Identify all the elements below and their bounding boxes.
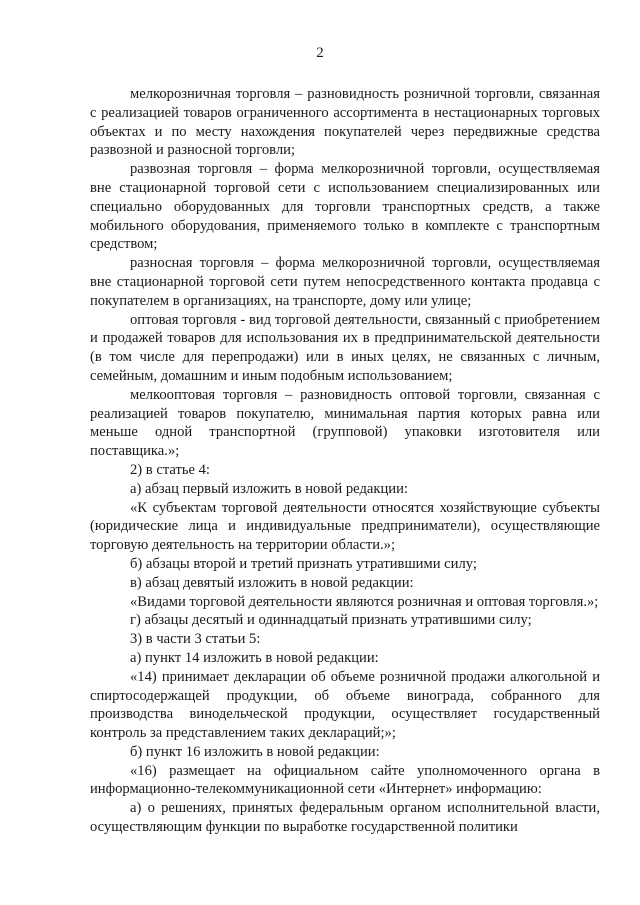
document-body: [90, 85, 600, 837]
paragraph: разносная торговля – форма мелкорозничной торговли, осуществляемая вне стационарной торговой сети путем непосредственного контакта продавца с покупателем в организациях, на транспорте, дому или улице;: [90, 255, 600, 309]
paragraph: а) абзац первый изложить в новой редакции:: [130, 480, 408, 497]
paragraph: «Видами торговой деятельности являются розничная и оптовая торговля.»;: [130, 593, 599, 610]
page-number: 2: [316, 45, 324, 61]
paragraph: «К субъектам торговой деятельности относятся хозяйствующие субъекты (юридические лица и индивидуальные предприниматели), осуществляющие торговую деятельность на территории области.»;: [90, 499, 600, 554]
paragraph: б) абзацы второй и третий признать утратившими силу;: [130, 555, 477, 572]
paragraph: а) о решениях, принятых федеральным органом исполнительной власти, осуществляющим функции по выработке государственной политики: [90, 800, 600, 836]
paragraph: б) пункт 16 изложить в новой редакции:: [130, 743, 380, 760]
paragraph: г) абзацы десятый и одиннадцатый признать утратившими силу;: [130, 612, 532, 629]
paragraph: 3) в части 3 статьи 5:: [130, 631, 261, 648]
paragraph: 2) в статье 4:: [130, 461, 210, 478]
paragraph: «14) принимает декларации об объеме розничной продажи алкогольной и спиртосодержащей продукции, об объеме винограда, собранного для производства винодельческой продукции, осуществляет государственный контроль за представлением таких деклараций;»;: [90, 668, 600, 742]
paragraph: «16) размещает на официальном сайте уполномоченного органа в информационно-телекоммуникационной сети «Интернет» информацию:: [90, 762, 600, 798]
paragraph: оптовая торговля - вид торговой деятельности, связанный с приобретением и продажей товаров для использования их в предпринимательской деятельности (в том числе для перепродажи) или в иных целях, не связанных с личным, семейным, домашним и иным подобным использованием;: [90, 311, 600, 384]
paragraph: а) пункт 14 изложить в новой редакции:: [130, 649, 379, 666]
paragraph: мелкооптовая торговля – разновидность оптовой торговли, связанная с реализацией товаров покупателю, минимальная партия которых равна или меньше одной транспортной (групповой) упаковки изготовителя или поставщика.»;: [90, 386, 600, 460]
paragraph: развозная торговля – форма мелкорозничной торговли, осуществляемая вне стационарной торговой сети с использованием специализированных или специально оборудованных для торговли транспортных средств, а также мобильного оборудования, применяемого только в комплекте с транспортным средством;: [90, 161, 600, 253]
paragraph: мелкорозничная торговля – разновидность розничной торговли, связанная с реализацией товаров ограниченного ассортимента в нестационарных торговых объектах и по месту нахождения покупателей через передвижные средства развозной и разносной торговли;: [90, 86, 600, 159]
paragraph: в) абзац девятый изложить в новой редакции:: [130, 574, 414, 591]
